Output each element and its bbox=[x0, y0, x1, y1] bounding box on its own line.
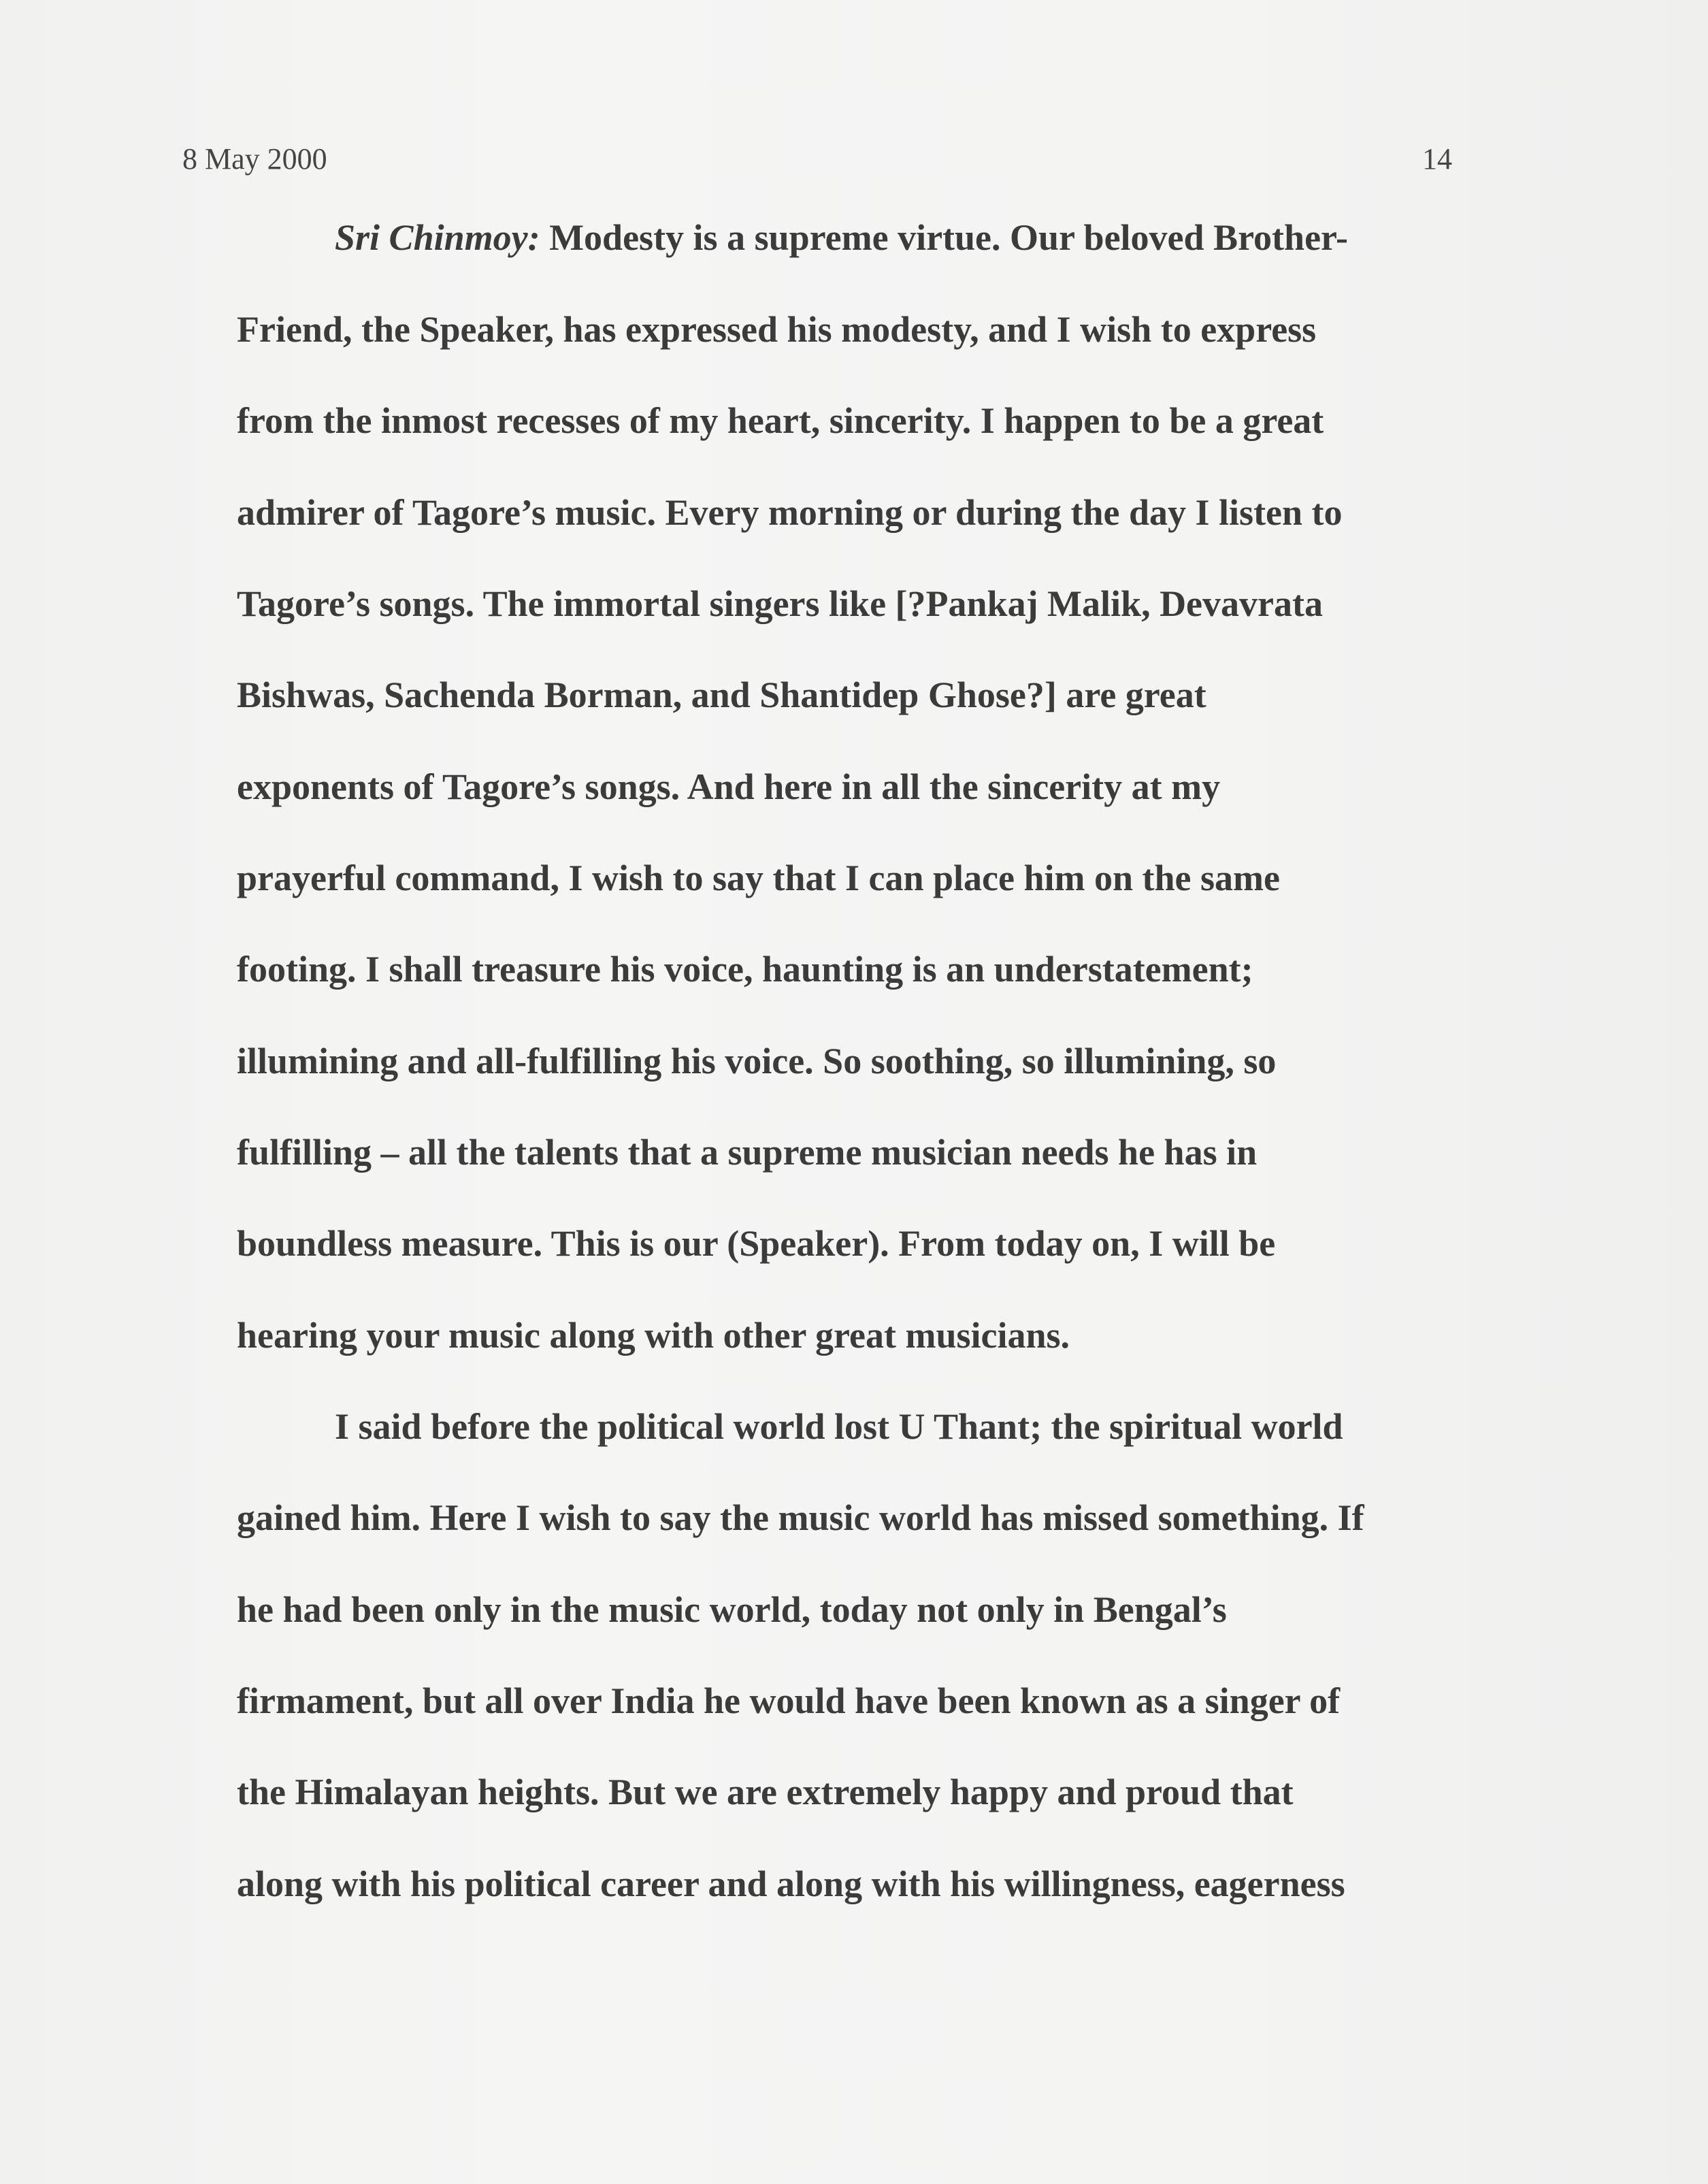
text-line: illumining and all-fulfilling his voice. So soothing, so illumining, so bbox=[237, 1041, 1277, 1081]
text-line: prayerful command, I wish to say that I can place him on the same bbox=[237, 858, 1280, 898]
text-line: hearing your music along with other great musicians. bbox=[237, 1315, 1070, 1356]
text-line: along with his political career and along with his willingness, eagerness bbox=[237, 1863, 1345, 1904]
text-line bbox=[335, 216, 1348, 259]
text-line: footing. I shall treasure his voice, haunting is an understatement; bbox=[237, 949, 1253, 990]
text-line: gained him. Here I wish to say the music world has missed something. If bbox=[237, 1497, 1364, 1538]
text-line: Friend, the Speaker, has expressed his modesty, and I wish to express bbox=[237, 309, 1317, 350]
speaker-label: Sri Chinmoy: bbox=[335, 217, 540, 258]
header-date: 8 May 2000 bbox=[182, 142, 327, 176]
text-line: Tagore’s songs. The immortal singers like [?Pankaj Malik, Devavrata bbox=[237, 583, 1323, 624]
text-line: boundless measure. This is our (Speaker). From today on, I will be bbox=[237, 1223, 1276, 1264]
text-line: he had been only in the music world, today not only in Bengal’s bbox=[237, 1589, 1227, 1630]
text-line: admirer of Tagore’s music. Every morning or during the day I listen to bbox=[237, 492, 1343, 533]
text-line: I said before the political world lost U Thant; the spiritual world bbox=[335, 1406, 1343, 1447]
text-line-content: Modesty is a supreme virtue. Our beloved Brother- bbox=[540, 217, 1348, 258]
text-line: firmament, but all over India he would have been known as a singer of bbox=[237, 1680, 1341, 1721]
text-line: fulfilling – all the talents that a supreme musician needs he has in bbox=[237, 1132, 1258, 1173]
text-line: exponents of Tagore’s songs. And here in all the sincerity at my bbox=[237, 766, 1221, 807]
text-line: Bishwas, Sachenda Borman, and Shantidep Ghose?] are great bbox=[237, 674, 1206, 715]
text-line: from the inmost recesses of my heart, sincerity. I happen to be a great bbox=[237, 400, 1324, 441]
page-number: 14 bbox=[1422, 142, 1452, 176]
text-line: the Himalayan heights. But we are extremely happy and proud that bbox=[237, 1772, 1294, 1812]
